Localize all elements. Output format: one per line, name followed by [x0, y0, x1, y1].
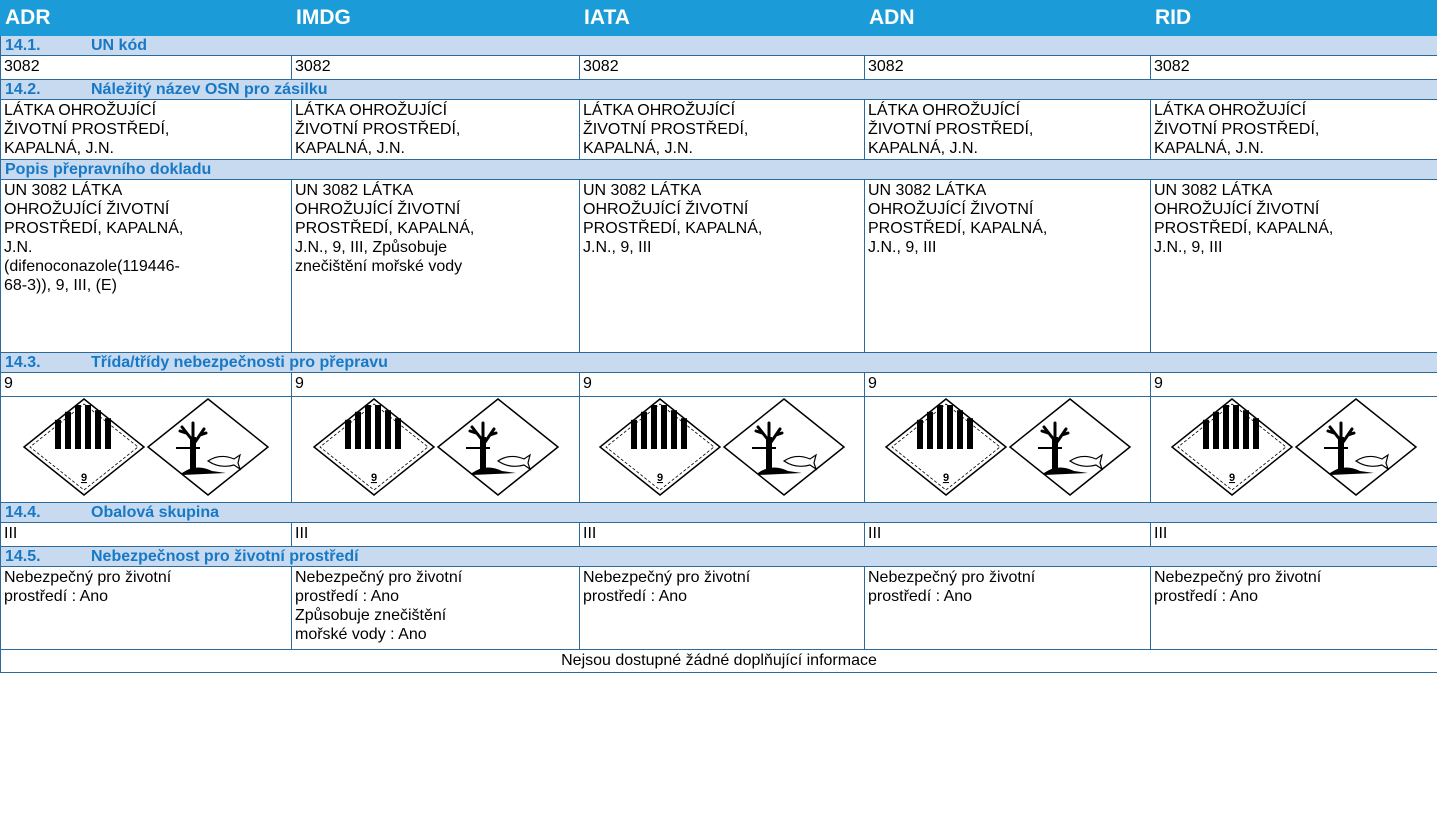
- environment-hazard-label-icon: [146, 397, 270, 497]
- packing-group-cell: III: [580, 523, 865, 547]
- environment-hazard-label-icon: [1008, 397, 1132, 497]
- hazard-class-cell: 9: [1, 373, 292, 397]
- packing-group-cell: III: [865, 523, 1151, 547]
- environment-hazard-cell: Nebezpečný pro životní prostředí : Ano: [1151, 567, 1437, 650]
- class-9-hazard-label-icon: [884, 397, 1008, 497]
- hazard-labels-cell: [1151, 397, 1437, 503]
- packing-group-cell: III: [1, 523, 292, 547]
- hazard-class-cell: 9: [580, 373, 865, 397]
- class-9-hazard-label-icon: [1170, 397, 1294, 497]
- section-heading-transport-document: Popis přepravního dokladu: [1, 160, 1437, 180]
- transport-document-cell: UN 3082 LÁTKA OHROŽUJÍCÍ ŽIVOTNÍ PROSTŘEDÍ, KAPALNÁ, J.N., 9, III: [580, 180, 865, 353]
- column-header-iata: IATA: [580, 1, 865, 36]
- environment-hazard-cell: Nebezpečný pro životní prostředí : Ano Způsobuje znečištění mořské vody : Ano: [292, 567, 580, 650]
- column-header-rid: RID: [1151, 1, 1437, 36]
- un-code-cell: 3082: [865, 56, 1151, 80]
- class-9-hazard-label-icon: [598, 397, 722, 497]
- class-9-hazard-label-icon: [22, 397, 146, 497]
- svg-text:9: 9: [656, 472, 664, 484]
- transport-document-cell: UN 3082 LÁTKA OHROŽUJÍCÍ ŽIVOTNÍ PROSTŘEDÍ, KAPALNÁ, J.N., 9, III, Způsobuje znečištění mořské vody: [292, 180, 580, 353]
- packing-group-cell: III: [1151, 523, 1437, 547]
- un-code-cell: 3082: [292, 56, 580, 80]
- section-heading-un-code: 14.1. UN kód: [1, 36, 1437, 56]
- un-code-cell: 3082: [1151, 56, 1437, 80]
- section-heading-hazard-class: 14.3. Třída/třídy nebezpečnosti pro přepravu: [1, 353, 1437, 373]
- hazard-class-cell: 9: [292, 373, 580, 397]
- shipping-name-cell: LÁTKA OHROŽUJÍCÍ ŽIVOTNÍ PROSTŘEDÍ, KAPALNÁ, J.N.: [580, 100, 865, 160]
- section-heading-packing-group: 14.4. Obalová skupina: [1, 503, 1437, 523]
- shipping-name-cell: LÁTKA OHROŽUJÍCÍ ŽIVOTNÍ PROSTŘEDÍ, KAPALNÁ, J.N.: [1151, 100, 1437, 160]
- section-heading-shipping-name: 14.2. Náležitý název OSN pro zásilku: [1, 80, 1437, 100]
- un-code-cell: 3082: [1, 56, 292, 80]
- class-9-hazard-label-icon: [312, 397, 436, 497]
- transport-document-cell: UN 3082 LÁTKA OHROŽUJÍCÍ ŽIVOTNÍ PROSTŘEDÍ, KAPALNÁ, J.N., 9, III: [865, 180, 1151, 353]
- shipping-name-cell: LÁTKA OHROŽUJÍCÍ ŽIVOTNÍ PROSTŘEDÍ, KAPALNÁ, J.N.: [1, 100, 292, 160]
- hazard-labels-cell: [580, 397, 865, 503]
- section-heading-environment: 14.5. Nebezpečnost pro životní prostředí: [1, 547, 1437, 567]
- environment-hazard-cell: Nebezpečný pro životní prostředí : Ano: [580, 567, 865, 650]
- hazard-labels-cell: [292, 397, 580, 503]
- environment-hazard-label-icon: [436, 397, 560, 497]
- svg-text:9: 9: [80, 472, 88, 484]
- column-header-adr: ADR: [1, 1, 292, 36]
- environment-hazard-cell: Nebezpečný pro životní prostředí : Ano: [865, 567, 1151, 650]
- column-header-adn: ADN: [865, 1, 1151, 36]
- hazard-class-cell: 9: [865, 373, 1151, 397]
- transport-document-cell: UN 3082 LÁTKA OHROŽUJÍCÍ ŽIVOTNÍ PROSTŘEDÍ, KAPALNÁ, J.N. (difenoconazole(119446- 68-3)), 9, III, (E): [1, 180, 292, 353]
- environment-hazard-label-icon: [1294, 397, 1418, 497]
- additional-info-note: Nejsou dostupné žádné doplňující informace: [1, 650, 1437, 673]
- environment-hazard-cell: Nebezpečný pro životní prostředí : Ano: [1, 567, 292, 650]
- svg-text:9: 9: [1228, 472, 1236, 484]
- column-header-imdg: IMDG: [292, 1, 580, 36]
- transport-document-cell: UN 3082 LÁTKA OHROŽUJÍCÍ ŽIVOTNÍ PROSTŘEDÍ, KAPALNÁ, J.N., 9, III: [1151, 180, 1437, 353]
- un-code-cell: 3082: [580, 56, 865, 80]
- shipping-name-cell: LÁTKA OHROŽUJÍCÍ ŽIVOTNÍ PROSTŘEDÍ, KAPALNÁ, J.N.: [865, 100, 1151, 160]
- hazard-labels-cell: [865, 397, 1151, 503]
- svg-text:9: 9: [942, 472, 949, 484]
- hazard-labels-cell: [1, 397, 292, 503]
- shipping-name-cell: LÁTKA OHROŽUJÍCÍ ŽIVOTNÍ PROSTŘEDÍ, KAPALNÁ, J.N.: [292, 100, 580, 160]
- svg-text:9: 9: [370, 472, 377, 484]
- environment-hazard-label-icon: [722, 397, 846, 497]
- hazard-class-cell: 9: [1151, 373, 1437, 397]
- packing-group-cell: III: [292, 523, 580, 547]
